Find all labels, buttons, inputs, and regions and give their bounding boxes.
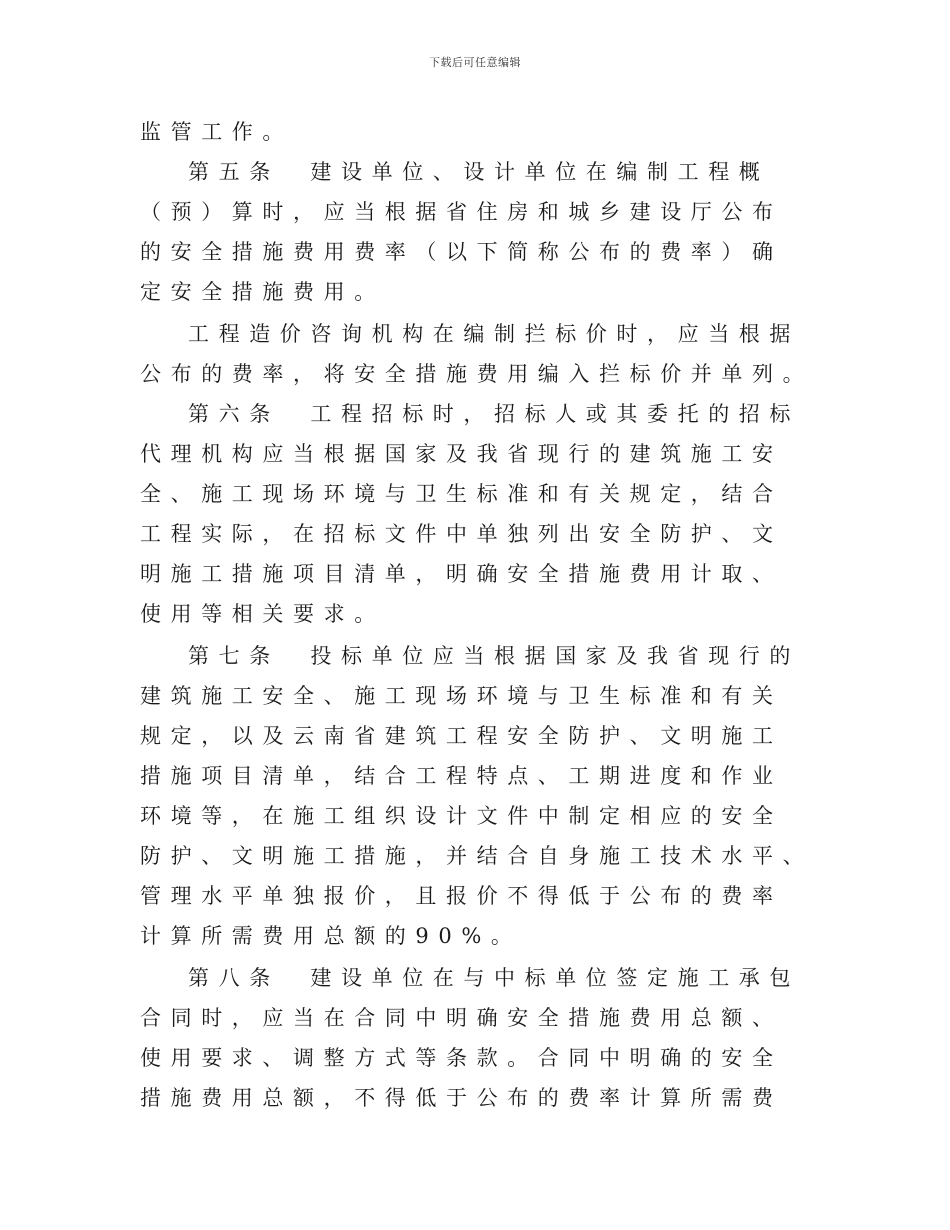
header-note: 下载后可任意编辑 [429,56,521,69]
text-line: 全、施工现场环境与卫生标准和有关规定，结合 [140,482,783,506]
text-line: 规定，以及云南省建筑工程安全防护、文明施工 [140,724,783,748]
text-line: 定安全措施费用。 [140,280,385,304]
text-line: 使用要求、调整方式等条款。合同中明确的安全 [140,1046,783,1070]
text-line: 措施项目清单，结合工程特点、工期进度和作业 [140,764,783,788]
text-line: 的安全措施费用费率（以下简称公布的费率）确 [140,240,783,264]
text-line: 计算所需费用总额的90%。 [140,924,522,948]
text-line: 建筑施工安全、施工现场环境与卫生标准和有关 [140,684,783,708]
text-line: 管理水平单独报价，且报价不得低于公布的费率 [140,884,783,908]
article-8-heading-line: 第八条 建设单位在与中标单位签定施工承包 [188,966,800,990]
text-line: 代理机构应当根据国家及我省现行的建筑施工安 [140,442,783,466]
text-line: （预）算时，应当根据省住房和城乡建设厅公布 [140,200,783,224]
text-line: 明施工措施项目清单，明确安全措施费用计取、 [140,562,783,586]
text-line: 公布的费率，将安全措施费用编入拦标价并单列。 [140,362,814,386]
text-line: 措施费用总额，不得低于公布的费率计算所需费 [140,1086,783,1110]
text-line: 使用等相关要求。 [140,602,385,626]
text-line: 环境等，在施工组织设计文件中制定相应的安全 [140,804,783,828]
article-7-heading-line: 第七条 投标单位应当根据国家及我省现行的 [188,644,800,668]
text-line: 监管工作。 [140,120,293,144]
text-line: 合同时，应当在合同中明确安全措施费用总额、 [140,1006,783,1030]
text-line: 工程实际，在招标文件中单独列出安全防护、文 [140,522,783,546]
text-line: 防护、文明施工措施，并结合自身施工技术水平、 [140,844,814,868]
article-6-heading-line: 第六条 工程招标时，招标人或其委托的招标 [188,402,800,426]
paragraph-start-line: 工程造价咨询机构在编制拦标价时，应当根据 [188,322,800,346]
article-5-heading-line: 第五条 建设单位、设计单位在编制工程概 [188,160,770,184]
